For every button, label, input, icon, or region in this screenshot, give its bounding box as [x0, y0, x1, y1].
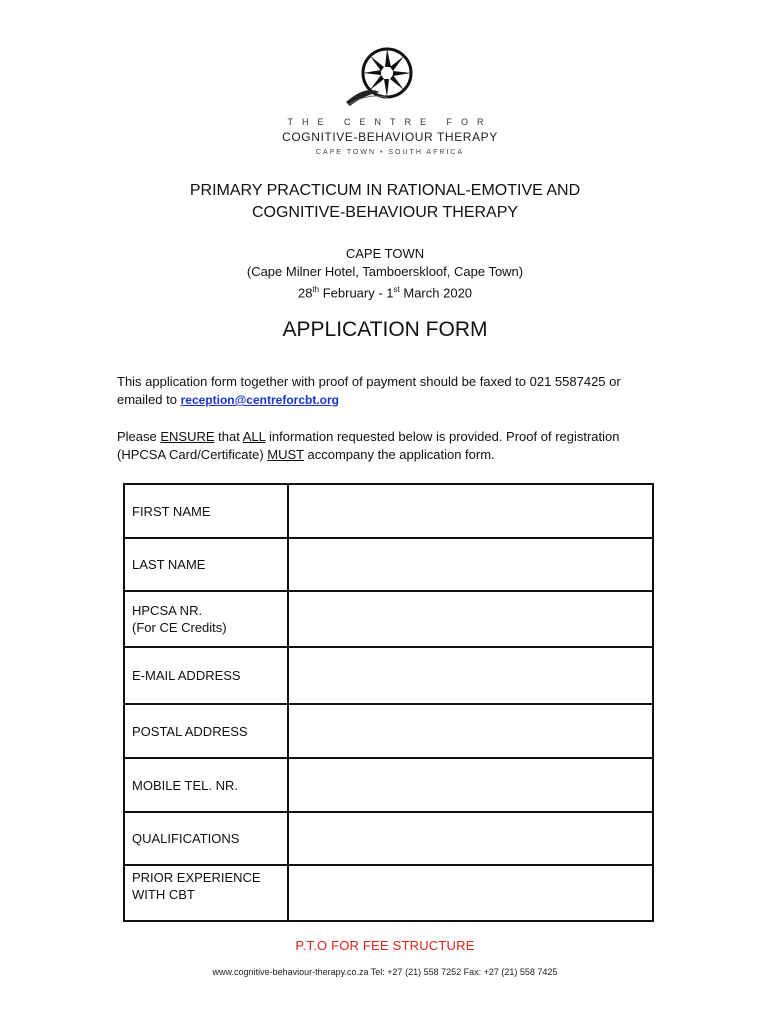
field-label-text: E-MAIL ADDRESS — [132, 668, 241, 683]
field-label-text: PRIOR EXPERIENCE — [132, 870, 261, 885]
field-label-text: FIRST NAME — [132, 503, 211, 519]
logo-line-1: THE CENTRE FOR — [287, 117, 493, 127]
req-text-c: information requested below is provided. Proof of registration (HPCSA Card/Certificate) — [117, 429, 620, 462]
date-suffix-2: st — [393, 285, 400, 294]
field-label — [124, 484, 288, 538]
event-city: CAPE TOWN — [345, 246, 425, 261]
field-label — [124, 647, 288, 704]
table-row — [124, 647, 653, 704]
cbt-logo-icon — [340, 40, 430, 115]
footer-contact: www.cognitive-behaviour-therapy.co.za Tel: +27 (21) 558 7252 Fax: +27 (21) 558 7425 — [212, 967, 558, 977]
email-address-field[interactable] — [288, 647, 653, 704]
table-row — [124, 758, 653, 812]
field-label — [124, 704, 288, 758]
field-label-text: LAST NAME — [132, 557, 206, 572]
table-row — [124, 704, 653, 758]
date-end: March 2020 — [399, 285, 473, 301]
date-middle: February - 1 — [319, 285, 394, 301]
logo-line-3: CAPE TOWN • SOUTH AFRICA — [315, 149, 465, 156]
hpcsa-number-field[interactable] — [288, 591, 653, 647]
req-all: ALL — [242, 429, 266, 444]
document-title — [0, 180, 770, 224]
date-day-1: 28 — [297, 285, 313, 301]
pto-notice: P.T.O FOR FEE STRUCTURE — [295, 938, 475, 953]
submission-instructions — [117, 373, 657, 409]
email-link[interactable]: reception@centreforcbt.org — [180, 393, 339, 407]
date-suffix-1: th — [312, 285, 320, 294]
table-row — [124, 812, 653, 865]
postal-address-field[interactable] — [288, 704, 653, 758]
req-text-a: Please — [117, 429, 161, 444]
first-name-field[interactable] — [288, 484, 653, 538]
mobile-number-field[interactable] — [288, 758, 653, 812]
qualifications-field[interactable] — [288, 812, 653, 865]
table-row — [124, 591, 653, 647]
field-label-text: MOBILE TEL. NR. — [132, 777, 238, 793]
field-label — [124, 758, 288, 812]
field-label — [124, 865, 288, 921]
last-name-field[interactable] — [288, 538, 653, 591]
title-line-2: COGNITIVE-BEHAVIOUR THERAPY — [251, 204, 519, 221]
submission-text: This application form together with proof of payment should be faxed to 021 5587425 or emailed to — [117, 374, 621, 407]
prior-experience-field[interactable] — [288, 865, 653, 921]
logo — [0, 40, 770, 115]
application-table — [123, 483, 654, 922]
form-heading: APPLICATION FORM — [282, 318, 488, 341]
req-must: MUST — [267, 447, 304, 462]
table-row — [124, 865, 653, 921]
field-label — [124, 538, 288, 591]
event-location — [0, 245, 770, 302]
requirements-instructions — [117, 428, 657, 464]
req-ensure: ENSURE — [160, 429, 215, 444]
field-label-text: QUALIFICATIONS — [132, 831, 240, 846]
field-label — [124, 591, 288, 647]
field-label-text: POSTAL ADDRESS — [132, 723, 248, 739]
field-label-subtext: (For CE Credits) — [132, 620, 227, 635]
field-label — [124, 812, 288, 865]
logo-line-2: COGNITIVE-BEHAVIOUR THERAPY — [282, 130, 498, 144]
req-text-b: that — [214, 429, 243, 444]
table-row — [124, 484, 653, 538]
field-label-subtext: WITH CBT — [132, 887, 195, 902]
event-dates — [0, 281, 770, 302]
field-label-text: HPCSA NR. — [132, 603, 203, 618]
title-line-1: PRIMARY PRACTICUM IN RATIONAL-EMOTIVE AND — [189, 182, 581, 199]
table-row — [124, 538, 653, 591]
event-venue: (Cape Milner Hotel, Tamboerskloof, Cape Town) — [246, 264, 524, 279]
req-text-d: accompany the application form. — [303, 447, 495, 462]
